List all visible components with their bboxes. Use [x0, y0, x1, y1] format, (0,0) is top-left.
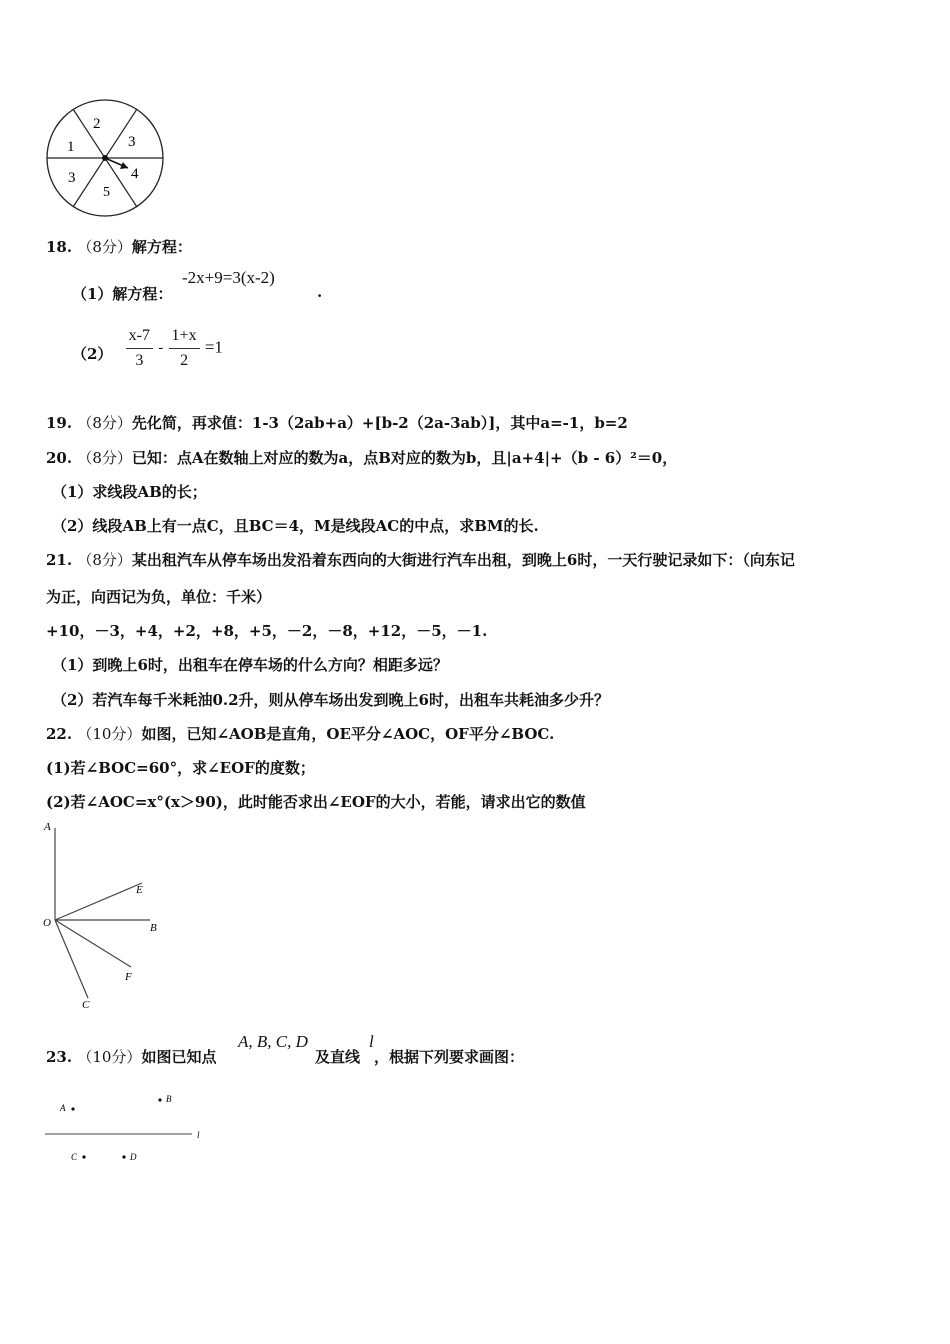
label-B: B [166, 1094, 172, 1104]
q18-fraction-1-numerator: x-7 [126, 327, 153, 349]
q20-points: （8分） [77, 449, 132, 467]
q18-fraction-2-denominator: 2 [180, 352, 189, 369]
q18-number: 18. [46, 238, 73, 256]
q19-text: 先化简，再求值：1-3（2ab+a）+[b-2（2a-3ab）]，其中a=-1，b=2 [131, 414, 628, 432]
q23-number: 23. [46, 1048, 73, 1066]
q19-points: （8分） [77, 414, 132, 432]
q19 [46, 412, 628, 433]
q21-part1: （1）到晚上6时，出租车在停车场的什么方向？相距多远？ [52, 656, 448, 674]
q18-points: （8分） [77, 238, 132, 256]
label-B: B [150, 922, 157, 934]
q23-points-math: A, B, C, D [238, 1032, 308, 1051]
q20-part1: （1）求线段AB的长； [52, 483, 207, 501]
spinner-label: 1 [67, 139, 75, 155]
label-A: A [44, 821, 51, 833]
ray-OE [55, 883, 142, 920]
q18-rhs: =1 [204, 337, 223, 357]
q21-records: +10，－3，+4，+2，+8，+5，－2，－8，+12，－5，－1. [46, 622, 488, 640]
label-E: E [136, 884, 143, 896]
points-line-figure [40, 1088, 215, 1168]
spinner-label: 3 [68, 170, 76, 186]
q18-fraction-2-numerator: 1+x [169, 327, 200, 349]
q23 [46, 1046, 216, 1067]
q18-fraction-2 [169, 327, 200, 370]
q18-part2-label: （2） [72, 344, 113, 363]
angle-figure [38, 818, 178, 1013]
q18-part1 [72, 283, 172, 304]
q21-text-line1: 某出租汽车从停车场出发沿着东西向的大街进行汽车出租，到晚上6时，一天行驶记录如下：（向东记 [131, 551, 795, 569]
q18-title: 解方程： [131, 238, 192, 256]
label-l: l [197, 1130, 200, 1140]
spinner-figure [40, 96, 170, 222]
q19-number: 19. [46, 414, 73, 432]
q18-header [46, 236, 192, 257]
q23-line-math: l [369, 1032, 374, 1051]
label-A: A [60, 1103, 66, 1113]
q18-fraction-1-denominator: 3 [135, 352, 144, 369]
spinner-label: 2 [93, 116, 101, 132]
label-C: C [82, 999, 90, 1011]
spinner-label: 5 [103, 185, 110, 200]
q21-number: 21. [46, 551, 73, 569]
point-B [158, 1098, 161, 1101]
q20-text: 已知：点A在数轴上对应的数为a，点B对应的数为b，且|a+4|+（b - 6）²＝0， [131, 449, 678, 467]
q21-part2: （2）若汽车每千米耗油0.2升，则从停车场出发到晚上6时，出租车共耗油多少升？ [52, 691, 609, 709]
q18-part2 [72, 327, 223, 370]
q18-minus: - [158, 338, 164, 357]
ray-OC [55, 920, 88, 998]
q21-points: （8分） [77, 551, 132, 569]
q22-text: 如图，已知∠AOB是直角，OE平分∠AOC，OF平分∠BOC. [141, 725, 555, 743]
ray-OF [55, 920, 131, 967]
q22 [46, 723, 554, 744]
q22-number: 22. [46, 725, 73, 743]
q23-points: （10分） [77, 1048, 142, 1066]
spinner-label: 3 [128, 134, 136, 150]
label-O: O [43, 917, 51, 929]
label-F: F [125, 971, 132, 983]
q21 [46, 549, 795, 570]
q18-part1-end: . [317, 283, 323, 301]
q23-text-mid: 及直线 [315, 1048, 361, 1066]
q22-points: （10分） [77, 725, 142, 743]
q22-part2: (2)若∠AOC=x°(x＞90)，此时能否求出∠EOF的大小，若能，请求出它的数值 [46, 793, 586, 811]
q18-part1-equation: -2x+9=3(x-2) [182, 268, 275, 287]
q22-part1: (1)若∠BOC=60°，求∠EOF的度数； [46, 759, 315, 777]
label-D: D [130, 1152, 137, 1162]
q18-fraction-1 [126, 327, 153, 370]
q18-part1-label: （1）解方程： [72, 285, 173, 303]
point-C [82, 1155, 85, 1158]
q23-text-before: 如图已知点 [141, 1048, 217, 1066]
point-A [71, 1107, 74, 1110]
q20 [46, 447, 677, 468]
q23-text-after: ，根据下列要求画图： [374, 1048, 525, 1066]
point-D [122, 1155, 125, 1158]
q20-number: 20. [46, 449, 73, 467]
q20-part2: （2）线段AB上有一点C，且BC＝4，M是线段AC的中点，求BM的长. [52, 517, 539, 535]
q21-text-line2: 为正，向西记为负，单位：千米） [46, 588, 272, 606]
label-C: C [71, 1152, 78, 1162]
spinner-label: 4 [131, 166, 139, 182]
